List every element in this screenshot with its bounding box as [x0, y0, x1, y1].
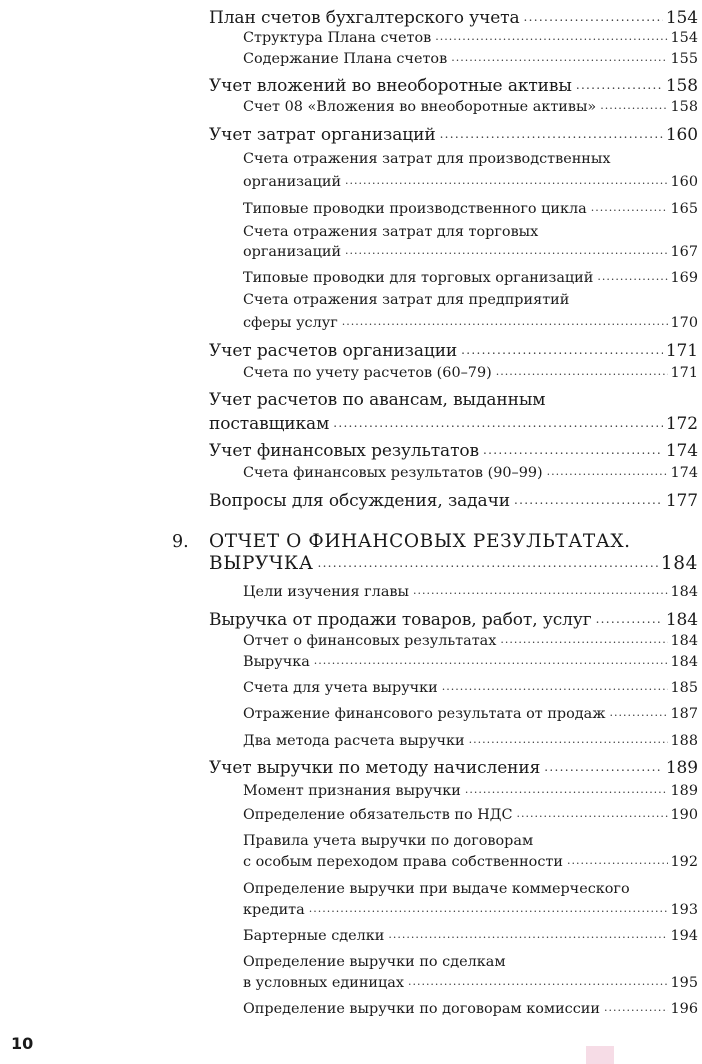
toc-entry-page: 193 — [670, 902, 698, 919]
toc-entry-title: Цели изучения главы — [243, 584, 409, 601]
dot-leader — [408, 975, 668, 988]
dot-leader — [342, 315, 668, 328]
toc-entry — [209, 8, 698, 28]
toc-entry — [209, 125, 698, 145]
dot-leader — [314, 654, 668, 667]
toc-entry-title: Выручка — [243, 654, 310, 671]
toc-entry-title: Момент признания выручки — [243, 783, 461, 800]
toc-entry-title: Выручка от продажи товаров, работ, услуг — [209, 610, 592, 631]
toc-entry — [209, 610, 698, 630]
toc-entry — [243, 881, 698, 897]
toc-entry-page: 184 — [670, 633, 698, 650]
toc-entry — [243, 201, 698, 217]
toc-entry — [209, 758, 698, 778]
dot-leader — [413, 584, 668, 597]
toc-entry-page: 185 — [670, 680, 698, 697]
toc-entry-title: Учет затрат организаций — [209, 125, 436, 146]
toc-entry — [209, 414, 698, 434]
toc-entry-title: Бартерные сделки — [243, 928, 385, 945]
dot-leader — [465, 783, 668, 796]
dot-leader — [547, 465, 668, 478]
dot-leader — [440, 127, 663, 141]
toc-entry-page: 174 — [670, 465, 698, 482]
toc-entry — [209, 441, 698, 461]
toc-entry — [243, 1001, 698, 1017]
toc-entry-page: 158 — [665, 76, 698, 97]
toc-entry-title: Счета отражения затрат для предприятий — [243, 292, 570, 309]
toc-entry-page: 165 — [670, 201, 698, 218]
dot-leader — [442, 680, 668, 693]
toc-entry — [243, 706, 698, 722]
toc-entry — [209, 341, 698, 361]
toc-entry-page: 196 — [670, 1001, 698, 1018]
dot-leader — [597, 270, 667, 283]
toc-entry-title: Счета по учету расчетов (60–79) — [243, 365, 492, 382]
toc-entry-title: с особым переходом права собственности — [243, 854, 563, 871]
dot-leader — [517, 807, 668, 820]
toc-entry — [243, 465, 698, 481]
toc-entry — [243, 244, 698, 260]
toc-entry-title: кредита — [243, 902, 305, 919]
dot-leader — [567, 854, 668, 867]
toc-entry-page: 167 — [670, 244, 698, 261]
toc-entry — [243, 292, 698, 308]
toc-entry-title: Счета отражения затрат для торговых — [243, 224, 539, 241]
toc-entry-page: 184 — [665, 610, 698, 631]
toc-entry — [243, 315, 698, 331]
toc-entry — [243, 975, 698, 991]
toc-entry-page: 177 — [665, 491, 698, 512]
toc-entry-title: в условных единицах — [243, 975, 404, 992]
toc-entry-page: 184 — [670, 654, 698, 671]
dot-leader — [600, 99, 667, 112]
dot-leader — [435, 30, 667, 43]
toc-entry — [209, 76, 698, 96]
toc-entry — [209, 553, 698, 574]
toc-entry — [243, 174, 698, 190]
dot-leader — [317, 556, 657, 570]
dot-leader — [309, 902, 668, 915]
toc-entry-page: 170 — [670, 315, 698, 332]
toc-entry — [243, 151, 698, 167]
toc-entry-page: 192 — [670, 854, 698, 871]
toc-entry-page: 172 — [665, 414, 698, 435]
toc-entry-title: поставщикам — [209, 414, 330, 435]
toc-entry — [209, 390, 698, 410]
toc-entry-title: Отчет о финансовых результатах — [243, 633, 497, 650]
toc-entry-title: Содержание Плана счетов — [243, 51, 448, 68]
dot-leader — [333, 416, 663, 430]
toc-entry — [243, 584, 698, 600]
toc-entry-page: 154 — [665, 8, 698, 29]
toc-entry-title: Отражение финансового результата от продаж — [243, 706, 606, 723]
toc-entry-page: 194 — [670, 928, 698, 945]
toc-entry — [243, 365, 698, 381]
toc-entry-title: Учет вложений во внеоборотные активы — [209, 76, 572, 97]
toc-entry-page: 174 — [665, 441, 698, 462]
toc-entry-title: Учет расчетов по авансам, выданным — [209, 390, 546, 411]
dot-leader — [345, 244, 667, 257]
toc-entry-title: организаций — [243, 244, 342, 261]
toc-entry — [243, 654, 698, 670]
toc-entry-title: Два метода расчета выручки — [243, 733, 465, 750]
toc-entry — [243, 733, 698, 749]
dot-leader — [461, 343, 663, 357]
toc-entry-title: Определение выручки по сделкам — [243, 954, 506, 971]
toc-entry — [243, 928, 698, 944]
dot-leader — [500, 633, 667, 646]
toc-entry-title: Счет 08 «Вложения во внеоборотные активы» — [243, 99, 597, 116]
toc-entry — [243, 633, 698, 649]
toc-entry-title: Счета финансовых результатов (90–99) — [243, 465, 543, 482]
toc-entry-title: Типовые проводки для торговых организаций — [243, 270, 594, 287]
toc-entry — [243, 270, 698, 286]
dot-leader — [483, 443, 663, 457]
toc-entry-title: Счета отражения затрат для производственных — [243, 151, 611, 168]
dot-leader — [451, 51, 667, 64]
toc-entry-title: организаций — [243, 174, 342, 191]
toc-entry — [243, 99, 698, 115]
toc-entry — [209, 531, 698, 552]
toc-entry-page: 158 — [670, 99, 698, 116]
dot-leader — [496, 365, 668, 378]
toc-entry-title: сферы услуг — [243, 315, 338, 332]
toc-entry-page: 160 — [665, 125, 698, 146]
toc-entry-page: 154 — [670, 30, 698, 47]
toc-entry-title: Учет финансовых результатов — [209, 441, 479, 462]
chapter-number: 9. — [172, 531, 189, 552]
toc-entry — [243, 807, 698, 823]
toc-entry-page: 160 — [670, 174, 698, 191]
toc-entry — [243, 833, 698, 849]
dot-leader — [544, 760, 663, 774]
toc-entry-title: Структура Плана счетов — [243, 30, 432, 47]
toc-entry-title: Определение обязательств по НДС — [243, 807, 513, 824]
toc-entry-title: План счетов бухгалтерского учета — [209, 8, 520, 29]
toc-entry — [243, 954, 698, 970]
dot-leader — [591, 201, 668, 214]
toc-entry-title: Типовые проводки производственного цикла — [243, 201, 587, 218]
toc-entry-page: 190 — [670, 807, 698, 824]
toc-entry-title: Правила учета выручки по договорам — [243, 833, 534, 850]
toc-entry-title: ВЫРУЧКА — [209, 552, 314, 574]
toc-entry-page: 189 — [670, 783, 698, 800]
toc-entry — [243, 902, 698, 918]
toc-entry-page: 187 — [670, 706, 698, 723]
toc-entry — [243, 854, 698, 870]
toc-entry-page: 189 — [665, 758, 698, 779]
toc-entry — [209, 491, 698, 511]
dot-leader — [596, 612, 663, 626]
toc-entry-page: 184 — [660, 552, 698, 574]
dot-leader — [469, 733, 668, 746]
dot-leader — [388, 928, 667, 941]
page-number: 10 — [11, 1034, 34, 1053]
toc-entry-title: Определение выручки по договорам комиссии — [243, 1001, 600, 1018]
toc-entry — [243, 224, 698, 240]
toc-entry — [243, 783, 698, 799]
dot-leader — [576, 78, 663, 92]
toc-entry-page: 184 — [670, 584, 698, 601]
toc-entry-title: Учет выручки по методу начисления — [209, 758, 541, 779]
toc-entry-title: Определение выручки при выдаче коммерческого — [243, 881, 630, 898]
toc-entry-page: 169 — [670, 270, 698, 287]
toc-entry — [243, 680, 698, 696]
toc-entry-page: 171 — [665, 341, 698, 362]
dot-leader — [514, 493, 663, 507]
dot-leader — [524, 10, 663, 24]
toc-entry — [243, 51, 698, 67]
toc-entry-page: 195 — [670, 975, 698, 992]
toc-entry-title: Учет расчетов организации — [209, 341, 458, 362]
toc-entry-page: 171 — [670, 365, 698, 382]
dot-leader — [604, 1001, 668, 1014]
toc-entry — [243, 30, 698, 46]
toc-entry-title: Вопросы для обсуждения, задачи — [209, 491, 510, 512]
toc-entry-title: ОТЧЕТ О ФИНАНСОВЫХ РЕЗУЛЬТАТАХ. — [209, 530, 631, 552]
corner-mark — [586, 1046, 614, 1064]
dot-leader — [345, 174, 667, 187]
toc-entry-page: 188 — [670, 733, 698, 750]
toc-entry-title: Счета для учета выручки — [243, 680, 438, 697]
dot-leader — [610, 706, 668, 719]
toc-entry-page: 155 — [670, 51, 698, 68]
